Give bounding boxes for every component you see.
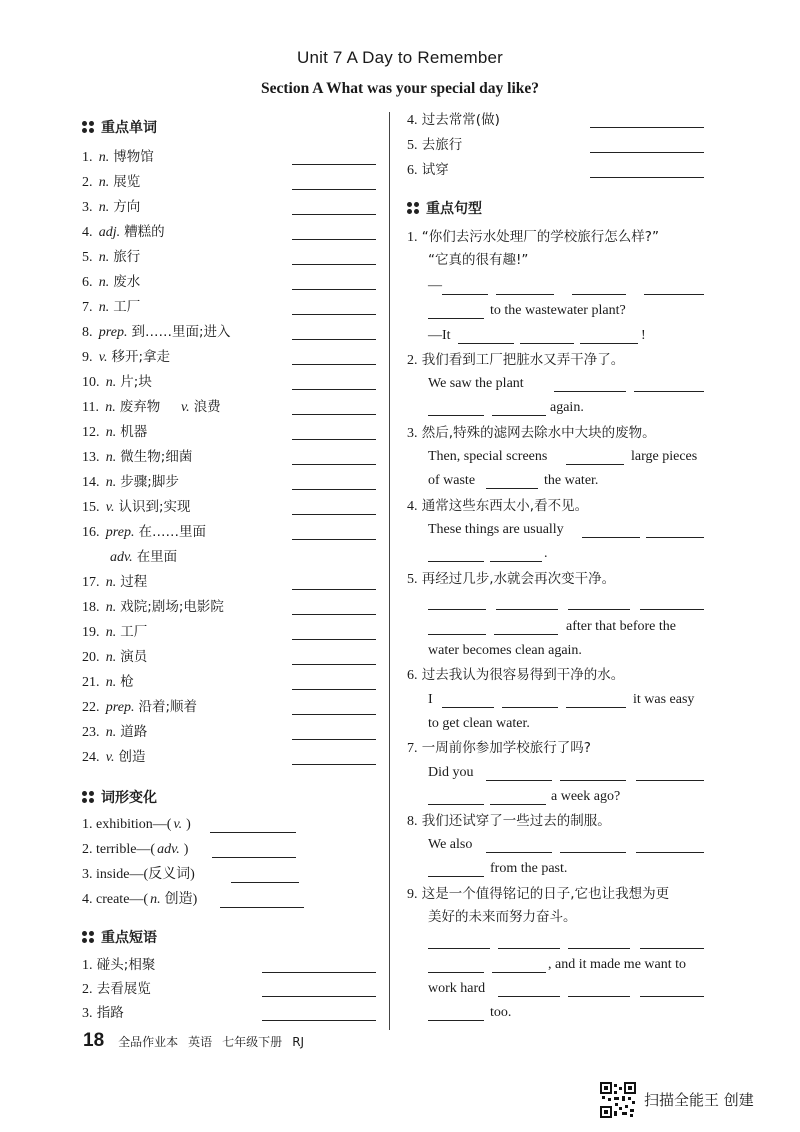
vocab-meaning: 创造: [118, 749, 146, 765]
vocab-number: 5.: [82, 250, 93, 265]
s3-en2a: of waste: [428, 473, 476, 488]
vocab-pos: n.: [105, 425, 117, 440]
s1-it: —It: [428, 328, 451, 343]
vocab-number: 3.: [82, 200, 93, 215]
s1-blank-4[interactable]: [644, 294, 704, 295]
vocab-answer-blank[interactable]: [292, 714, 376, 715]
s5-blank-3[interactable]: [568, 609, 630, 610]
vocab-item: [82, 222, 165, 243]
vocab-meaning: 过程: [120, 574, 148, 590]
vocab-number: 15.: [82, 500, 100, 515]
s6-en1a: I: [428, 692, 433, 707]
vocab-answer-blank[interactable]: [292, 539, 376, 540]
phrase-answer-blank[interactable]: [590, 152, 704, 153]
s9-blank-10[interactable]: [428, 1020, 484, 1021]
s2-cn: 我们看到工厂把脏水又弄干净了。: [421, 352, 625, 368]
vocab-pos: n.: [105, 675, 117, 690]
vocab-number: 6.: [82, 275, 93, 290]
vocab-pos: n.: [105, 650, 117, 665]
vocab-number: 20.: [82, 650, 100, 665]
vocab-pos: n.: [105, 375, 117, 390]
s3-line1: [407, 423, 656, 444]
clover-icon: [82, 931, 95, 944]
unit-title: Unit 7 A Day to Remember: [296, 48, 504, 67]
s1-number: 1.: [407, 230, 418, 245]
s1-dash: —: [428, 278, 442, 293]
vocab-11-extra: [179, 397, 221, 418]
vocab-meaning: 工厂: [120, 624, 148, 640]
s2-number: 2.: [407, 353, 418, 368]
s6-number: 6.: [407, 668, 418, 683]
vocab-meaning: 沿着;顺着: [138, 699, 198, 715]
word-form-text: create—(: [96, 892, 149, 907]
phrase-number: 4.: [407, 113, 418, 128]
phrase-item: [407, 160, 449, 181]
vocab-pos: n.: [98, 150, 110, 165]
phrase-answer-blank[interactable]: [590, 127, 704, 128]
phrase-item: [82, 955, 155, 976]
vocab-item: [82, 722, 147, 743]
vocab-pos: adj.: [98, 225, 121, 240]
vocab-pos: n.: [105, 575, 117, 590]
word-form-item: [82, 840, 188, 860]
s2-blank-2[interactable]: [634, 391, 704, 392]
book-name: 全品作业本: [118, 1035, 179, 1049]
s8-cn: 我们还试穿了一些过去的制服。: [421, 813, 611, 829]
vocab-meaning: 步骤;脚步: [120, 474, 179, 490]
s8-en2: from the past.: [490, 861, 568, 876]
vocab-number: 22.: [82, 700, 100, 715]
word-form-blank[interactable]: [220, 907, 304, 908]
scanner-watermark: 扫描全能王 创建: [644, 1091, 754, 1109]
phrase-answer-blank[interactable]: [262, 1020, 376, 1021]
vocab-answer-blank[interactable]: [292, 239, 376, 240]
s9-blank-8[interactable]: [568, 996, 630, 997]
vocab-pos: v.: [105, 750, 115, 765]
vocab-item: [82, 572, 147, 593]
vocab-number: 8.: [82, 325, 93, 340]
s9-cn2: 美好的未来而努力奋斗。: [428, 909, 577, 925]
vocab-item: [82, 472, 179, 493]
vocab-11-extra-cn: 浪费: [193, 399, 221, 415]
vocab-meaning: 道路: [120, 724, 148, 740]
phrase-item: [407, 135, 462, 156]
s4-en1: These things are usually: [428, 522, 564, 537]
s5-line1: [407, 569, 615, 590]
vocab-pos: n.: [105, 600, 117, 615]
vocab-answer-blank[interactable]: [292, 339, 376, 340]
s1-line1: [407, 227, 659, 248]
vocab-number: 18.: [82, 600, 100, 615]
vocab-number: 12.: [82, 425, 100, 440]
vocab-meaning: 旅行: [113, 249, 141, 265]
word-form-item: [82, 815, 191, 835]
vocab-answer-blank[interactable]: [292, 414, 376, 415]
vocab-pos: n.: [105, 625, 117, 640]
s4-blank-1[interactable]: [582, 537, 640, 538]
s5-en3: water becomes clean again.: [428, 643, 582, 658]
s7-en2: a week ago?: [551, 789, 621, 804]
vocab-item: [82, 322, 231, 343]
s1-blank-5[interactable]: [428, 318, 484, 319]
s6-en1b: it was easy: [633, 692, 695, 707]
vocab-meaning: 枪: [120, 674, 134, 690]
word-form-tail: 创造): [164, 892, 198, 907]
vocab-meaning: 机器: [120, 424, 148, 440]
s5-blank-6[interactable]: [494, 634, 558, 635]
vocab-pos: n.: [105, 475, 117, 490]
vocab-answer-blank[interactable]: [292, 364, 376, 365]
column-divider: [389, 112, 390, 1030]
vocab-16-extra-cn: 在里面: [136, 549, 178, 565]
forms-heading-text: 词形变化: [101, 790, 157, 806]
vocab-number: 13.: [82, 450, 100, 465]
s1-blank-3[interactable]: [572, 294, 626, 295]
s9-number: 9.: [407, 887, 418, 902]
s5-blank-1[interactable]: [428, 609, 486, 610]
vocab-number: 2.: [82, 175, 93, 190]
phrase-number: 1.: [82, 958, 93, 973]
forms-heading: [82, 787, 157, 807]
s9-en4: too.: [490, 1005, 512, 1020]
s2-en1: We saw the plant: [428, 376, 524, 391]
vocab-item: [82, 247, 140, 268]
edition: RJ: [292, 1035, 305, 1049]
vocab-pos: n.: [105, 400, 116, 415]
s9-cn1: 这是一个值得铭记的日子,它也让我想为更: [421, 886, 670, 902]
vocab-item: [82, 272, 140, 293]
vocab-answer-blank[interactable]: [292, 189, 376, 190]
phrase-number: 2.: [82, 982, 93, 997]
vocab-number: 10.: [82, 375, 100, 390]
vocab-meaning: 工厂: [113, 299, 141, 315]
s4-number: 4.: [407, 499, 418, 514]
phrase-meaning: 碰头;相聚: [96, 957, 156, 973]
s3-en2b: the water.: [544, 473, 599, 488]
vocab-item: [82, 647, 147, 668]
s4-blank-3[interactable]: [428, 561, 484, 562]
word-form-pos: v.: [173, 817, 183, 832]
vocab-answer-blank[interactable]: [292, 314, 376, 315]
word-form-number: 4.: [82, 892, 93, 907]
word-form-tail: ): [183, 842, 189, 857]
s1-cn2: “它真的很有趣!”: [428, 252, 529, 268]
vocab-pos: n.: [105, 725, 117, 740]
s1-excl: !: [641, 328, 646, 343]
vocab-answer-blank[interactable]: [292, 689, 376, 690]
clover-icon: [407, 202, 420, 215]
s7-cn: 一周前你参加学校旅行了吗?: [421, 740, 591, 756]
s2-line1: [407, 350, 624, 371]
vocab-heading-text: 重点单词: [101, 120, 157, 136]
vocab-meaning: 微生物;细菌: [120, 449, 193, 465]
s1-blank-2[interactable]: [496, 294, 554, 295]
s5-blank-4[interactable]: [640, 609, 704, 610]
phrases-heading-text: 重点短语: [101, 930, 157, 946]
vocab-answer-blank[interactable]: [292, 639, 376, 640]
word-form-pos: n.: [150, 892, 161, 907]
s9-en2: , and it made me want to: [548, 957, 687, 972]
vocab-pos: n.: [105, 450, 117, 465]
vocab-meaning: 在……里面: [138, 524, 206, 540]
vocab-item: [82, 747, 145, 768]
s2-blank-1[interactable]: [554, 391, 626, 392]
vocab-item: [82, 622, 147, 643]
s1-cn1: “你们去污水处理厂的学校旅行怎么样?”: [421, 229, 659, 245]
vocab-item: [82, 672, 134, 693]
phrase-number: 3.: [82, 1006, 93, 1021]
s6-line1: [407, 665, 624, 686]
vocab-meaning: 展览: [113, 174, 141, 190]
vocab-number: 17.: [82, 575, 100, 590]
s6-blank-1[interactable]: [442, 707, 494, 708]
section-title: Section A What was your special day like?: [260, 80, 540, 97]
vocab-pos: n.: [98, 200, 110, 215]
s9-blank-1[interactable]: [428, 948, 490, 949]
s4-line1: [407, 496, 588, 517]
vocab-item: [82, 172, 140, 193]
vocab-pos: n.: [98, 250, 110, 265]
s1-blank-6[interactable]: [458, 343, 514, 344]
s8-blank-4[interactable]: [428, 876, 484, 877]
vocab-meaning: 片;块: [120, 374, 152, 390]
vocab-meaning: 博物馆: [113, 149, 154, 165]
s4-en2: .: [544, 546, 548, 561]
s6-blank-2[interactable]: [502, 707, 558, 708]
s9-blank-4[interactable]: [640, 948, 704, 949]
s4-blank-2[interactable]: [646, 537, 704, 538]
vocab-meaning: 方向: [113, 199, 141, 215]
vocab-item: [82, 697, 197, 718]
vocab-answer-blank[interactable]: [292, 614, 376, 615]
vocab-number: 9.: [82, 350, 93, 365]
word-form-blank[interactable]: [210, 832, 296, 833]
vocab-answer-blank[interactable]: [292, 214, 376, 215]
s8-blank-1[interactable]: [486, 852, 552, 853]
vocab-item: [82, 397, 160, 418]
s7-blank-1[interactable]: [486, 780, 552, 781]
phrase-item: [82, 979, 151, 1000]
s8-blank-2[interactable]: [560, 852, 626, 853]
phrases-heading: [82, 927, 157, 947]
s8-line1: [407, 811, 611, 832]
clover-icon: [82, 121, 95, 134]
page-footer: [83, 1030, 314, 1052]
s9-blank-5[interactable]: [428, 972, 484, 973]
vocab-pos: prep.: [105, 700, 135, 715]
s9-en3: work hard: [428, 981, 486, 996]
vocab-number: 24.: [82, 750, 100, 765]
s4-blank-4[interactable]: [490, 561, 542, 562]
vocab-pos: n.: [98, 300, 110, 315]
phrase-meaning: 去旅行: [421, 137, 463, 153]
s5-blank-5[interactable]: [428, 634, 486, 635]
s5-number: 5.: [407, 572, 418, 587]
vocab-pos: v.: [105, 500, 115, 515]
vocab-pos: n.: [98, 175, 110, 190]
phrase-meaning: 指路: [96, 1005, 124, 1021]
vocab-answer-blank[interactable]: [292, 589, 376, 590]
s9-blank-6[interactable]: [492, 972, 546, 973]
vocab-16-extra: [108, 547, 177, 568]
vocab-11-extra-pos: v.: [181, 400, 190, 415]
s9-blank-2[interactable]: [498, 948, 560, 949]
s8-blank-3[interactable]: [636, 852, 704, 853]
phrase-answer-blank[interactable]: [590, 177, 704, 178]
s7-line1: [407, 738, 591, 759]
s1-blank-7[interactable]: [520, 343, 574, 344]
s9-blank-9[interactable]: [640, 996, 704, 997]
vocab-number: 4.: [82, 225, 93, 240]
vocab-meaning: 演员: [120, 649, 148, 665]
word-form-item: [82, 890, 197, 910]
vocab-number: 19.: [82, 625, 100, 640]
vocab-number: 21.: [82, 675, 100, 690]
vocab-item: [82, 297, 140, 318]
word-form-text: inside—(反义词): [96, 867, 195, 882]
s1-blank-8[interactable]: [580, 343, 638, 344]
vocab-heading: [82, 117, 157, 137]
vocab-answer-blank[interactable]: [292, 289, 376, 290]
phrase-meaning: 过去常常(做): [421, 112, 500, 128]
word-form-blank[interactable]: [212, 857, 296, 858]
phrase-answer-blank[interactable]: [262, 972, 376, 973]
vocab-item: [82, 597, 224, 618]
vocab-answer-blank[interactable]: [292, 164, 376, 165]
vocab-item: [82, 147, 154, 168]
vocab-item: [82, 197, 140, 218]
s7-en1: Did you: [428, 765, 474, 780]
sentences-heading-text: 重点句型: [426, 201, 482, 217]
sentences-heading: [407, 198, 482, 218]
vocab-meaning: 到……里面;进入: [131, 324, 231, 340]
word-form-text: exhibition—(: [96, 817, 172, 832]
vocab-meaning: 移开;拿走: [111, 349, 171, 365]
s4-cn: 通常这些东西太小,看不见。: [421, 498, 589, 514]
s7-blank-3[interactable]: [636, 780, 704, 781]
phrase-item: [407, 110, 500, 131]
s9-line1: [407, 884, 669, 905]
vocab-pos: n.: [98, 275, 110, 290]
s3-number: 3.: [407, 426, 418, 441]
vocab-answer-blank[interactable]: [292, 764, 376, 765]
s9-blank-7[interactable]: [498, 996, 560, 997]
word-form-item: [82, 865, 201, 885]
vocab-16-extra-pos: adv.: [110, 550, 133, 565]
vocab-number: 14.: [82, 475, 100, 490]
qr-code-icon: [600, 1082, 636, 1118]
vocab-pos: v.: [98, 350, 108, 365]
vocab-meaning: 糟糕的: [124, 224, 165, 240]
vocab-answer-blank[interactable]: [292, 514, 376, 515]
s2-en2: again.: [550, 400, 584, 415]
phrase-number: 6.: [407, 163, 418, 178]
s3-cn: 然后,特殊的滤网去除水中大块的废物。: [421, 425, 656, 441]
s2-blank-4[interactable]: [492, 415, 546, 416]
vocab-meaning: 认识到;实现: [118, 499, 191, 515]
s1-en: to the wastewater plant?: [490, 303, 626, 318]
vocab-answer-blank[interactable]: [292, 664, 376, 665]
grade: 七年级下册: [222, 1035, 283, 1049]
s6-en2: to get clean water.: [428, 716, 530, 731]
vocab-number: 11.: [82, 400, 99, 415]
word-form-number: 1.: [82, 817, 93, 832]
s5-en2: after that before the: [566, 619, 676, 634]
subject: 英语: [188, 1035, 213, 1049]
vocab-meaning: 戏院;剧场;电影院: [120, 599, 224, 615]
vocab-number: 7.: [82, 300, 93, 315]
vocab-answer-blank[interactable]: [292, 439, 376, 440]
s2-blank-3[interactable]: [428, 415, 484, 416]
word-form-number: 2.: [82, 842, 93, 857]
vocab-answer-blank[interactable]: [292, 264, 376, 265]
word-form-number: 3.: [82, 867, 93, 882]
vocab-number: 23.: [82, 725, 100, 740]
vocab-answer-blank[interactable]: [292, 739, 376, 740]
vocab-item: [82, 372, 152, 393]
s8-en1: We also: [428, 837, 473, 852]
vocab-answer-blank[interactable]: [292, 389, 376, 390]
s3-en1a: Then, special screens: [428, 449, 548, 464]
s7-blank-2[interactable]: [560, 780, 626, 781]
vocab-meaning: 废弃物: [119, 399, 161, 415]
s3-blank-1[interactable]: [566, 464, 624, 465]
phrase-item: [82, 1003, 124, 1024]
page-number: 18: [83, 1030, 105, 1051]
vocab-item: [82, 422, 147, 443]
s6-cn: 过去我认为很容易得到干净的水。: [421, 667, 625, 683]
s7-number: 7.: [407, 741, 418, 756]
vocab-item: [82, 447, 192, 468]
word-form-pos: adv.: [157, 842, 180, 857]
vocab-answer-blank[interactable]: [292, 464, 376, 465]
vocab-number: 1.: [82, 150, 93, 165]
vocab-number: 16.: [82, 525, 100, 540]
vocab-answer-blank[interactable]: [292, 489, 376, 490]
s7-blank-4[interactable]: [428, 804, 484, 805]
clover-icon: [82, 791, 95, 804]
vocab-pos: prep.: [98, 325, 128, 340]
s3-blank-2[interactable]: [486, 488, 538, 489]
vocab-meaning: 废水: [113, 274, 141, 290]
s9-blank-3[interactable]: [568, 948, 630, 949]
word-form-tail: ): [186, 817, 191, 832]
phrase-meaning: 试穿: [421, 162, 449, 178]
vocab-item: [82, 497, 191, 518]
s6-blank-3[interactable]: [566, 707, 626, 708]
s1-blank-1[interactable]: [442, 294, 488, 295]
s7-blank-5[interactable]: [490, 804, 546, 805]
s8-number: 8.: [407, 814, 418, 829]
s5-blank-2[interactable]: [496, 609, 558, 610]
s5-cn: 再经过几步,水就会再次变干净。: [421, 571, 616, 587]
vocab-item: [82, 522, 206, 543]
phrase-answer-blank[interactable]: [262, 996, 376, 997]
phrase-meaning: 去看展览: [96, 981, 151, 997]
vocab-pos: prep.: [105, 525, 135, 540]
word-form-text: terrible—(: [96, 842, 156, 857]
phrase-number: 5.: [407, 138, 418, 153]
word-form-blank[interactable]: [231, 882, 299, 883]
s3-en1b: large pieces: [631, 449, 698, 464]
vocab-item: [82, 347, 170, 368]
